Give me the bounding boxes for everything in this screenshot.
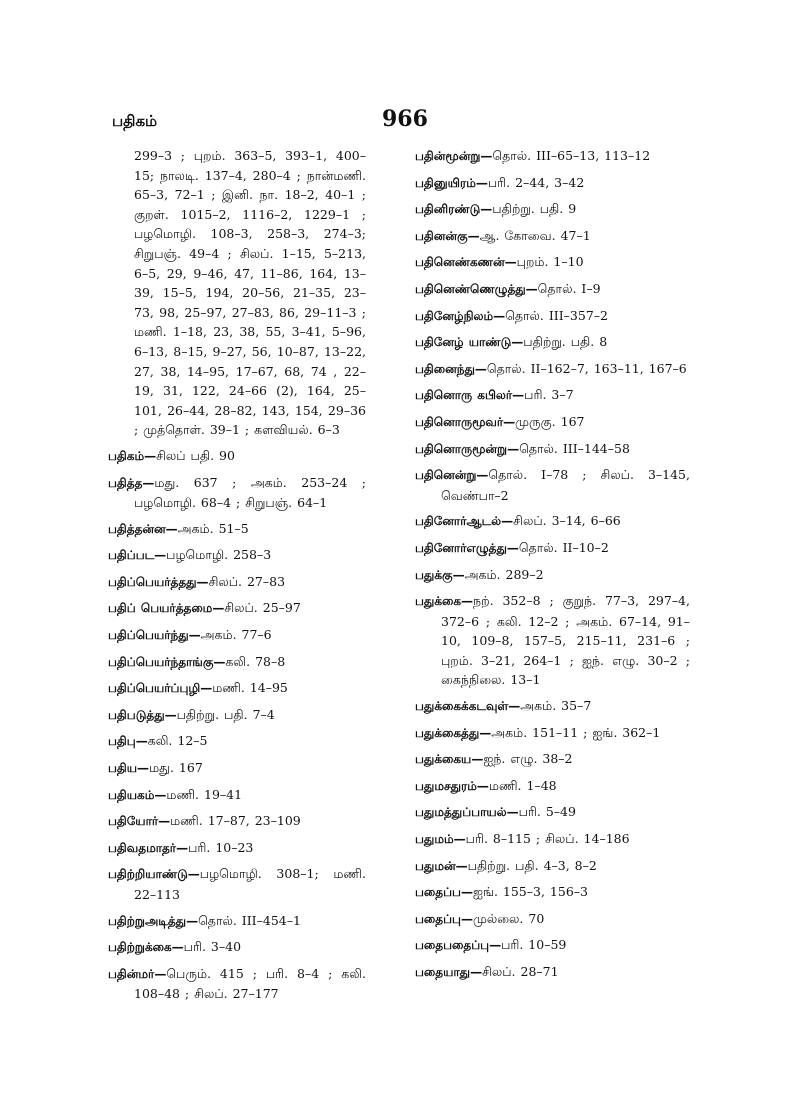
index-entry (415, 146, 690, 167)
entry-headword: பதியோர்— (108, 814, 171, 829)
index-entry (108, 545, 366, 566)
index-entry (108, 864, 366, 904)
entry-headword: பதுக்கைய— (415, 752, 484, 767)
index-entry (108, 758, 366, 779)
entry-headword: பதுக்கு— (415, 567, 465, 582)
index-entry-continued (108, 146, 366, 440)
entry-headword: பதிபு— (108, 734, 148, 749)
index-entry (415, 591, 690, 690)
entry-headword: பதுமம்— (415, 832, 466, 847)
index-entry (108, 731, 366, 752)
entry-headword: பதுக்கைக்கடவுள்— (415, 699, 521, 714)
entry-headword: பதினேழ்நிலம்— (415, 308, 506, 323)
entry-headword: பதினொருமூன்று— (415, 441, 520, 456)
index-entry (108, 964, 366, 1004)
entry-headword: பதிப்பெயர்த்தது— (108, 574, 209, 589)
index-entry (415, 252, 690, 273)
entry-references: சிலப். 28–71 (482, 964, 559, 979)
entry-references: கலி. 78–8 (225, 653, 286, 669)
index-entry (108, 785, 366, 806)
index-entry (415, 565, 690, 586)
entry-references: தொல். II–10–2 (518, 539, 609, 555)
running-head: பதிகம் (112, 112, 158, 130)
entry-references: முல்லை. 70 (472, 910, 545, 926)
index-entry (108, 473, 366, 513)
entry-references: பெரும். 415 ; பரி. 8–4 ; கலி. 108–48 ; சிலப். 27–177 (134, 965, 366, 1002)
index-entry (415, 332, 690, 353)
entry-headword: பதின்மர்— (108, 966, 167, 981)
index-entry (108, 838, 366, 859)
entry-references: பரி. 8–115 ; சிலப். 14–186 (465, 831, 630, 847)
entry-references: 299–3 ; புறம். 363–5, 393–1, 400–15; நாலடி. 137–4, 280–4 ; நான்மணி. 65–3, 72–1 ; இனி. நா. 18–2, 40–1 ; குறள். 1015–2, 1116–2, 1229–1 ; பழமொழி. 108–3, 258–3, 274–3; சிறுபஞ். 49–4 ; சிலப். 1–15, 5–213, 6–5, 29, 9–46, 47, 11–86, 164, 13–39, 15–5, 194, 20–56, 21–35, 23–73, 98, 25–97, 27–83, 86, 29–11–3 ; மணி. 1–18, 23, 38, 55, 3–41, 5–96, 6–13, 8–15, 9–27, 56, 10–87, 13–22, 27, 38, 14–95, 17–67, 68, 74 , 22–19, 31, 122, 24–66 (2), 164, 25–101, 26–44, 28–82, 143, 154, 29–36 ; முத்தொள். 39–1 ; களவியல். 6–3 (134, 148, 366, 438)
index-entry (415, 856, 690, 877)
index-entry (415, 511, 690, 532)
entry-headword: பதிவதமாதர்— (108, 840, 189, 855)
entry-headword: பதினொரு கபிலர்— (415, 388, 525, 403)
entry-headword: பதிற்றுஅடித்து— (108, 913, 199, 928)
entry-headword: பதுமசதுரம்— (415, 778, 489, 793)
index-entry (108, 652, 366, 673)
index-entry (108, 937, 366, 958)
entry-references: சிலப். 27–83 (208, 573, 286, 589)
entry-references: நற். 352–8 ; குறுந். 77–3, 297–4, 372–6 ; கலி. 12–2 ; அகம். 67–14, 91–10, 109–8, 157–5, 215–11, 231–6 ; புறம். 3–21, 264–1 ; ஐந். எழு. 30–2 ; கைந்நிலை. 13–1 (441, 593, 690, 688)
entry-references: சிலப். 25–97 (224, 600, 301, 616)
entry-references: பரி. 10–59 (501, 937, 567, 953)
index-entry (415, 749, 690, 770)
entry-headword: பதினைந்து— (415, 361, 487, 376)
index-entry (108, 572, 366, 593)
entry-references: பழமொழி. 258–3 (166, 547, 272, 563)
entry-references: பழமொழி. 308–1; மணி. 22–113 (134, 866, 366, 902)
index-entry (108, 519, 366, 540)
entry-references: மது. 637 ; அகம். 253–24 ; பழமொழி. 68–4 ; சிறுபஞ். 64–1 (134, 474, 366, 511)
entry-references: பதிற்று. பதி. 7–4 (176, 706, 275, 722)
entry-references: பரி. 3–7 (524, 387, 574, 403)
entry-references: தொல். III–144–58 (519, 440, 630, 456)
index-entry (415, 173, 690, 194)
entry-headword: பதிப்பட— (108, 548, 167, 563)
index-entry (415, 538, 690, 559)
index-entry (415, 696, 690, 717)
entry-references: பதிற்று. பதி. 9 (492, 201, 577, 217)
entry-headword: பதைப்ப— (415, 885, 473, 900)
index-entry (415, 909, 690, 930)
entry-references: தொல். III–357–2 (505, 307, 608, 323)
entry-headword: பதிற்றுக்கை— (108, 940, 184, 955)
entry-headword: பதினென்று— (415, 468, 489, 483)
entry-references: பரி. 2–44, 3–42 (487, 174, 585, 190)
entry-headword: பதினன்கு— (415, 228, 480, 243)
entry-headword: பதினொருமூவர்— (415, 414, 516, 429)
entry-references: சிலப். 3–14, 6–66 (513, 513, 621, 529)
entry-references: பதிற்று. பதி. 4–3, 8–2 (467, 857, 597, 873)
index-entry (415, 306, 690, 327)
index-entry (415, 199, 690, 220)
entry-headword: பதுமத்துப்பாயல்— (415, 805, 519, 820)
entry-references: ஐந். எழு. 38–2 (483, 751, 573, 767)
index-entry (415, 465, 690, 505)
entry-headword: பதிற்றியாண்டு— (108, 867, 200, 882)
entry-references: தொல். II–162–7, 163–11, 167–6 (486, 360, 687, 376)
entry-references: மணி. 19–41 (166, 786, 243, 802)
index-entry (108, 811, 366, 832)
entry-headword: பதிகம்— (108, 448, 157, 463)
entry-headword: பதிய— (108, 761, 150, 776)
entry-references: கலி. 12–5 (147, 733, 208, 749)
entry-headword: பதையாது— (415, 965, 483, 979)
entry-headword: பதித்த— (108, 475, 155, 490)
entry-references: சிலப் பதி. 90 (156, 447, 235, 463)
index-entry (415, 802, 690, 823)
index-entry (415, 279, 690, 300)
entry-references: பரி. 10–23 (188, 839, 254, 855)
index-entry (108, 625, 366, 646)
entry-references: அகம். 151–11 ; ஐங். 362–1 (491, 724, 661, 740)
entry-references: ஐங். 155–3, 156–3 (472, 884, 588, 900)
entry-headword: பதைப்பு— (415, 911, 473, 926)
index-entry (415, 385, 690, 406)
entry-headword: பதிப்பெயர்ந்தாங்கு— (108, 654, 226, 669)
entry-headword: பதினுயிரம்— (415, 175, 488, 190)
entry-references: முருகு. 167 (515, 413, 585, 429)
entry-references: பதிற்று. பதி. 8 (523, 334, 608, 350)
index-entry (415, 226, 690, 247)
entry-references: பரி. 3–40 (183, 939, 242, 955)
entry-references: மணி. 1–48 (488, 777, 557, 793)
index-entry (108, 678, 366, 699)
entry-references: அகம். 51–5 (177, 520, 249, 536)
entry-references: மணி. 14–95 (212, 680, 288, 696)
index-entry (108, 446, 366, 467)
entry-headword: பதுக்கை— (415, 594, 474, 609)
index-entry (415, 962, 690, 983)
page-number: 966 (382, 106, 428, 132)
entry-headword: பதுக்கைத்து— (415, 725, 492, 740)
index-entry (415, 829, 690, 850)
index-entry (108, 911, 366, 932)
entry-references: புறம். 1–10 (516, 254, 584, 270)
index-entry (415, 776, 690, 797)
entry-headword: பதிபடுத்து— (108, 707, 177, 722)
index-entry (108, 598, 366, 619)
entry-headword: பதினிரண்டு— (415, 202, 493, 217)
index-entry (415, 412, 690, 433)
entry-headword: பதினோர்ஆடல்— (415, 514, 514, 529)
entry-headword: பதிப் பெயர்த்தமை— (108, 601, 225, 616)
entry-references: ஆ. கோவை. 47–1 (479, 227, 591, 243)
index-entry (415, 359, 690, 380)
entry-headword: பதினெண்கணன்— (415, 255, 517, 270)
entry-references: அகம். 289–2 (464, 566, 544, 582)
entry-references: மணி. 17–87, 23–109 (170, 813, 301, 829)
entry-references: தொல். III–65–13, 113–12 (492, 148, 651, 163)
entry-references: தொல். I–78 ; சிலப். 3–145, வெண்பா–2 (441, 467, 690, 503)
right-column (415, 146, 690, 989)
entry-headword: பதைபதைப்பு— (415, 938, 502, 953)
index-entry (415, 882, 690, 903)
entry-references: தொல். I–9 (537, 280, 601, 296)
entry-headword: பதின்மூன்று— (415, 149, 493, 163)
entry-headword: பதியகம்— (108, 787, 167, 802)
entry-headword: பதிப்பெயர்ந்து— (108, 628, 201, 643)
entry-headword: பதித்தன்ன— (108, 521, 178, 536)
entry-headword: பதினோர்எழுத்து— (415, 540, 519, 555)
entry-headword: பதினேழ் யாண்டு— (415, 335, 524, 350)
left-column (108, 146, 366, 1010)
entry-headword: பதிப்பெயர்ப்புழி— (108, 681, 213, 696)
index-entry (415, 723, 690, 744)
index-entry (415, 935, 690, 956)
entry-references: அகம். 77–6 (200, 627, 272, 643)
index-entry (108, 705, 366, 726)
entry-headword: பதுமன்— (415, 858, 468, 873)
index-entry (415, 439, 690, 460)
entry-references: அகம். 35–7 (520, 698, 592, 714)
entry-references: தொல். III–454–1 (198, 912, 301, 928)
entry-references: மது. 167 (149, 760, 203, 776)
entry-headword: பதினெண்ணெழுத்து— (415, 281, 538, 296)
entry-references: பரி. 5–49 (518, 804, 576, 820)
